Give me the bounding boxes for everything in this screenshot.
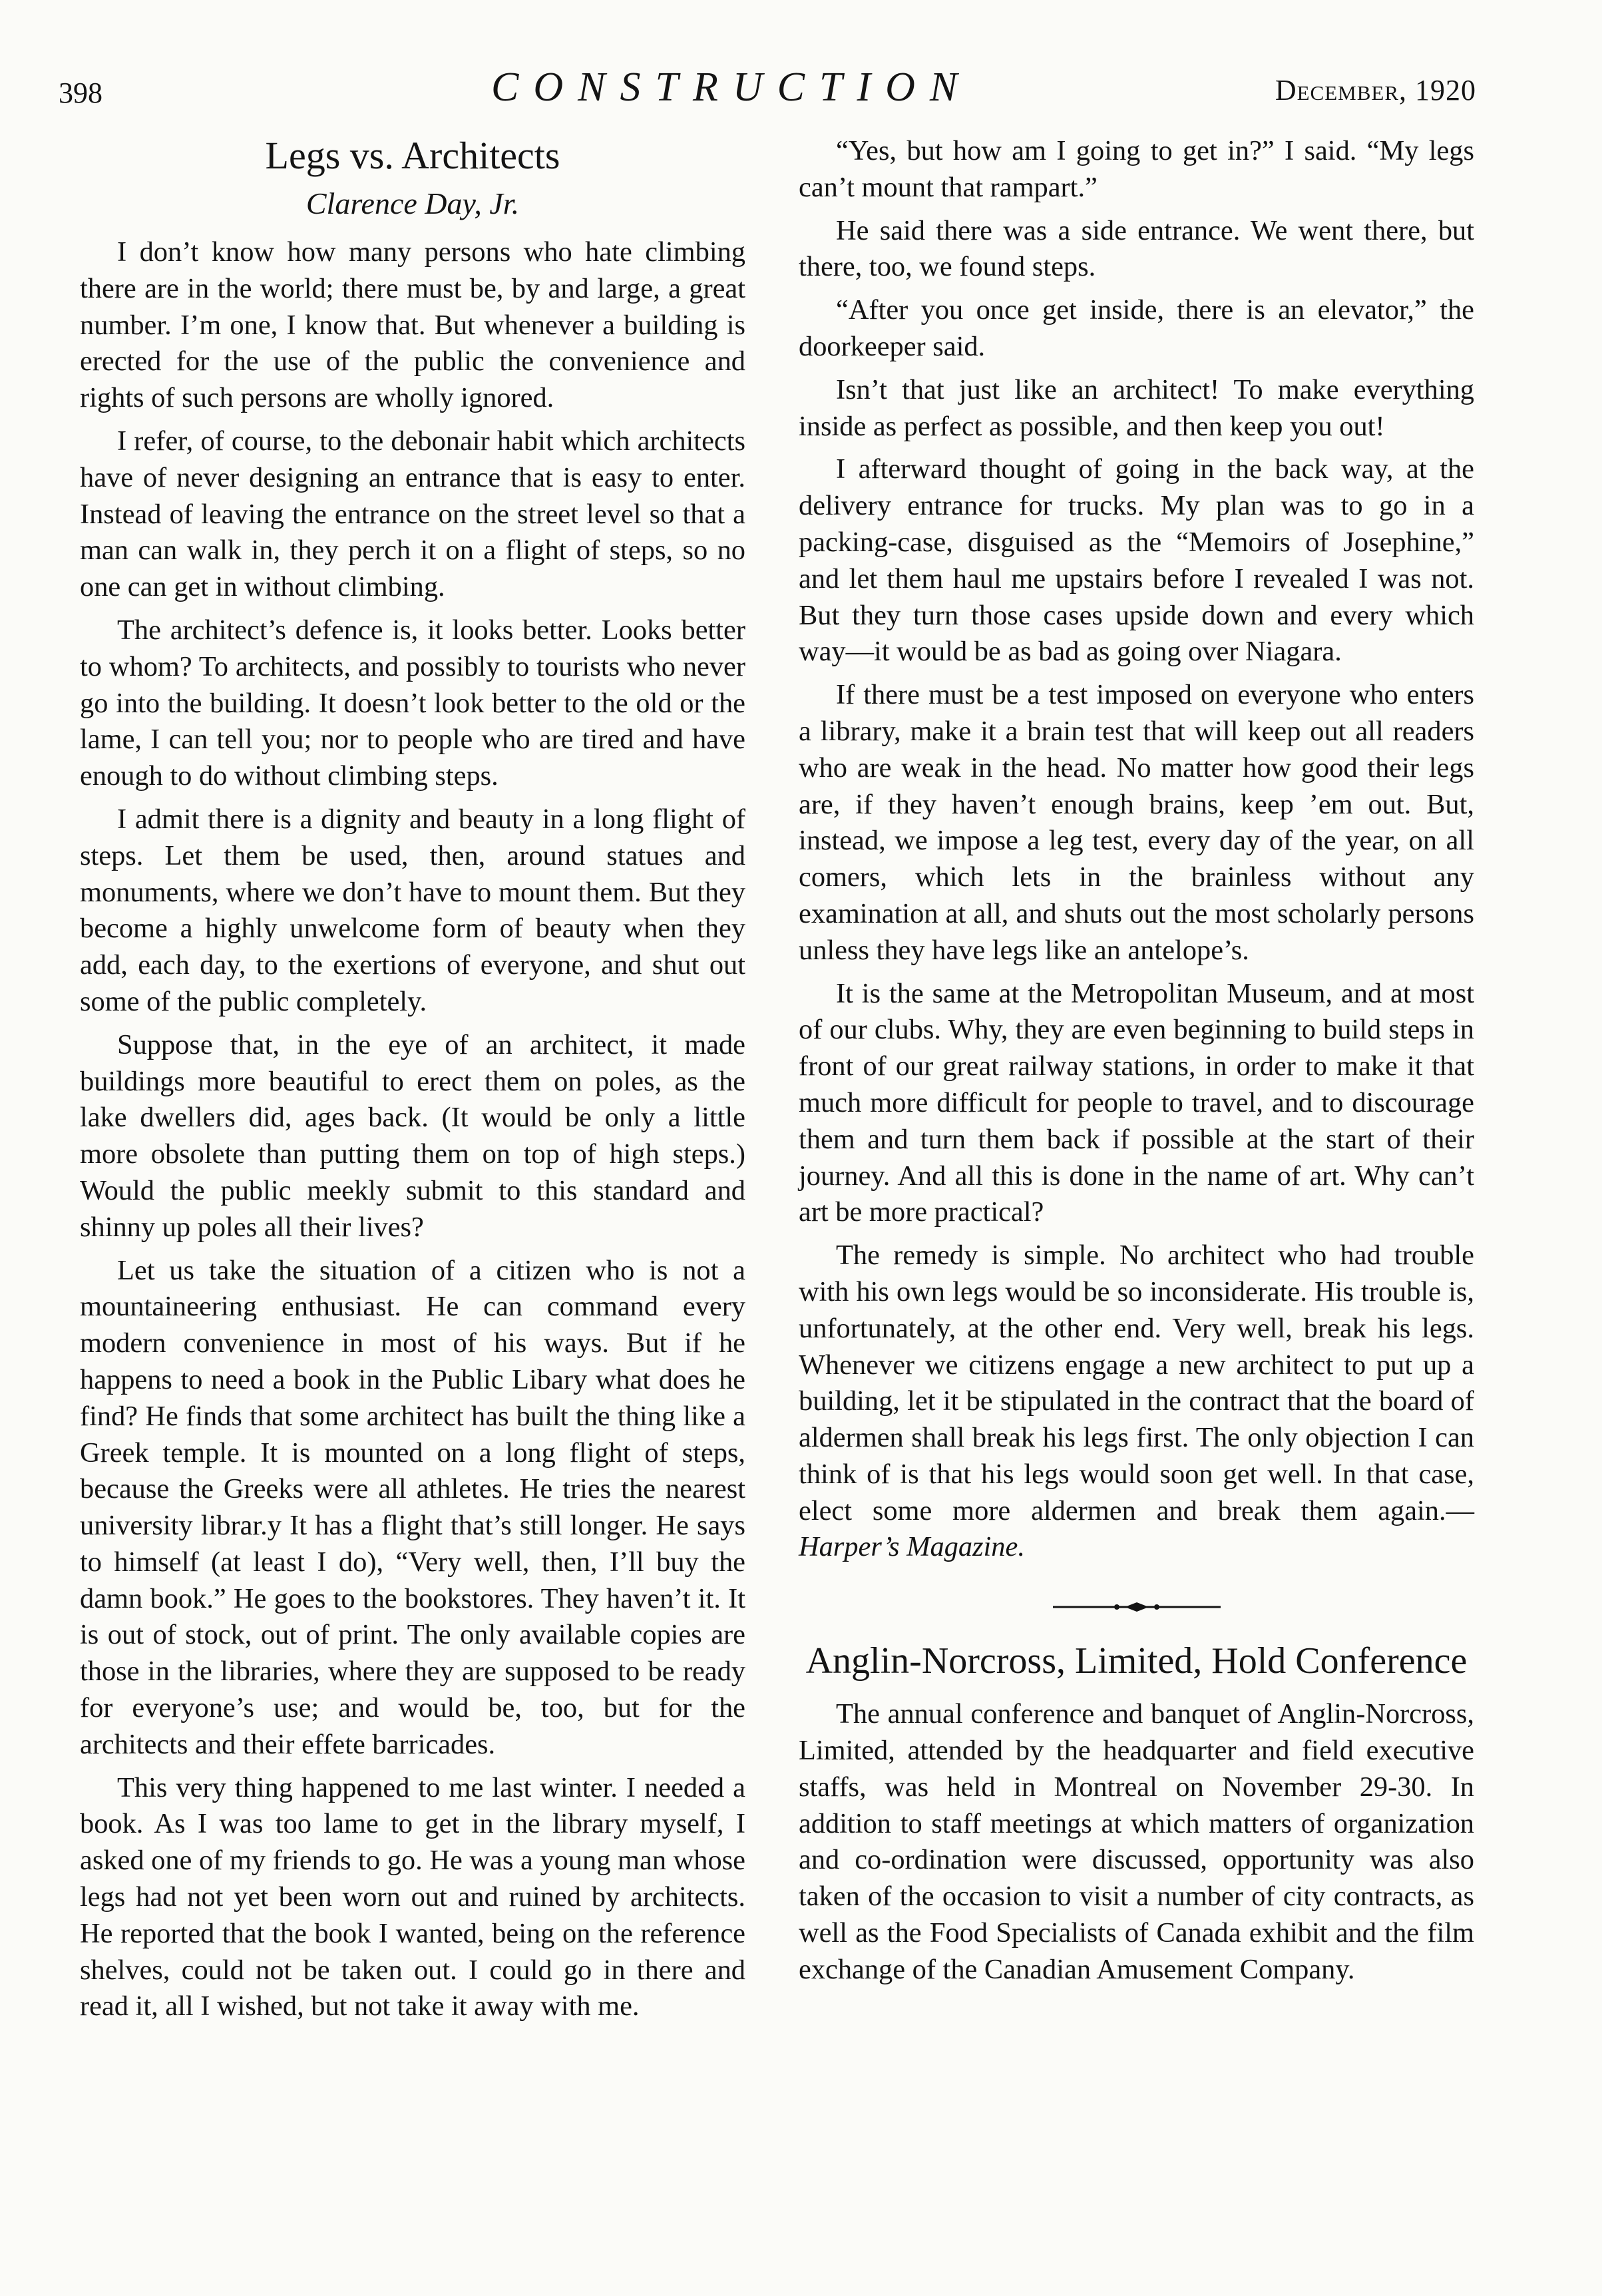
paragraph: The annual conference and banquet of Anglin-Norcross, Limited, attended by the headquarter and field executive staffs, was held in Montreal on November 29-30. In addition to staff meetings at which matters of organization and co-ordination were discussed, opportunity was also taken of the occasion to visit a number of city contracts, as well as the Food Specialists of Canada exhibit and the film exchange of the Canadian Amusement Company. [799,1698,1474,1985]
paragraph: “Yes, but how am I going to get in?” I said. “My legs can’t mount that rampart.” [799,135,1474,203]
ornament-divider-icon [1050,1600,1223,1614]
paragraph: Let us take the situation of a citizen who is not a mountaineering enthusiast. He can command every modern convenience in most of his ways. But if he happens to need a book in the Public Libary what does he find? He finds that some architect has built the thing like a Greek temple. It is mounted on a long flight of steps, because the Greeks were all athletes. He tries the nearest university librar.y It has a flight that’s still longer. He says to himself (at least I do), “Very well, then, I’ll buy the damn book.” He goes to the bookstores. They haven’t it. It is out of stock, out of print. The only available copies are those in the libraries, where they are supposed to be ready for everyone’s use; and would be, too, but for the architects and their effete barricades. [80,1254,745,1760]
paragraph: If there must be a test imposed on everyone who enters a library, make it a brain test that will keep out all readers who are weak in the head. No matter how good their legs are, if they haven’t enough brains, keep ’em out. But, instead, we impose a leg test, every day of the year, on all comers, which lets in the brainless without any examination at all, and shuts out the most scholarly persons unless they have legs like an antelope’s. [799,679,1474,966]
source-citation: Harper’s Magazine. [799,1531,1025,1563]
paragraph: Isn’t that just like an architect! To make everything inside as perfect as possible, and then keep you out! [799,373,1474,442]
issue-date: December, 1920 [1275,74,1476,107]
paragraph: “After you once get inside, there is an elevator,” the doorkeeper said. [799,294,1474,362]
right-column [799,133,1474,1995]
paragraph: I afterward thought of going in the back way, at the delivery entrance for trucks. My plan was to go in a packing-case, disguised as the “Memoirs of Josephine,” and let them haul me upstairs before I revealed I was not. But they turn those cases upside down and every which way—it would be as bad as going over Niagara. [799,453,1474,668]
paragraph [799,1238,1474,1566]
article-title: Legs vs. Architects [265,134,560,177]
paragraph: This very thing happened to me last winter. I needed a book. As I was too lame to get in the library myself, I asked one of my friends to go. He was a young man whose legs had not yet been worn out and ruined by architects. He reported that the book I wanted, being on the reference shelves, could not be taken out. I could go in there and read it, all I wished, but not take it away with me. [80,1771,745,2022]
paragraph: Suppose that, in the eye of an architect, it made buildings more beautiful to erect them on poles, as the lake dwellers did, ages back. (It would be only a little more obsolete than putting them on top of high steps.) Would the public meekly submit to this standard and shinny up poles all their lives? [80,1029,745,1243]
left-column [80,133,745,2032]
paragraph: The architect’s defence is, it looks better. Looks better to whom? To architects, and possibly to tourists who never go into the building. It doesn’t look better to the old or the lame, I can tell you; nor to people who are tired and have enough to do without climbing steps. [80,614,745,792]
running-title: CONSTRUCTION [491,65,972,110]
paragraph: It is the same at the Metropolitan Museum, and at most of our clubs. Why, they are even beginning to build steps in front of our great railway stations, in order to make it that much more difficult for people to travel, and to discourage them and turn them back if possible at the start of their journey. And all this is done in the name of art. Why can’t art be more practical? [799,977,1474,1228]
paragraph: He said there was a side entrance. We went there, but there, too, we found steps. [799,214,1474,283]
article-title: Anglin-Norcross, Limited, Hold Conference [805,1640,1468,1682]
paragraph: I refer, of course, to the debonair habit which architects have of never designing an entrance that is easy to enter. Instead of leaving the entrance on the street level so that a man can walk in, they perch it on a flight of steps, so no one can get in without climbing. [80,425,745,603]
byline: Clarence Day, Jr. [305,186,520,220]
page-number: 398 [59,77,102,109]
paragraph-text: The remedy is simple. No architect who had trouble with his own legs would be so inconsiderate. His trouble is, unfortunately, at the other end. Very well, break his legs. Whenever we citizens engage a new architect to put up a building, let it be stipulated in the contract that the board of aldermen shall break his legs first. The only objection I can think of is that his legs would soon get well. In that case, elect some more aldermen and break them again.— [799,1240,1474,1526]
page-header [59,64,1476,117]
paragraph: I don’t know how many persons who hate climbing there are in the world; there must be, by and large, a great number. I’m one, I know that. But whenever a building is erected for the use of the public the convenience and rights of such persons are wholly ignored. [80,236,745,414]
paragraph: I admit there is a dignity and beauty in a long flight of steps. Let them be used, then, around statues and monuments, where we don’t have to mount them. But they become a highly unwelcome form of beauty when they add, each day, to the exertions of everyone, and shut out some of the public completely. [80,803,745,1017]
